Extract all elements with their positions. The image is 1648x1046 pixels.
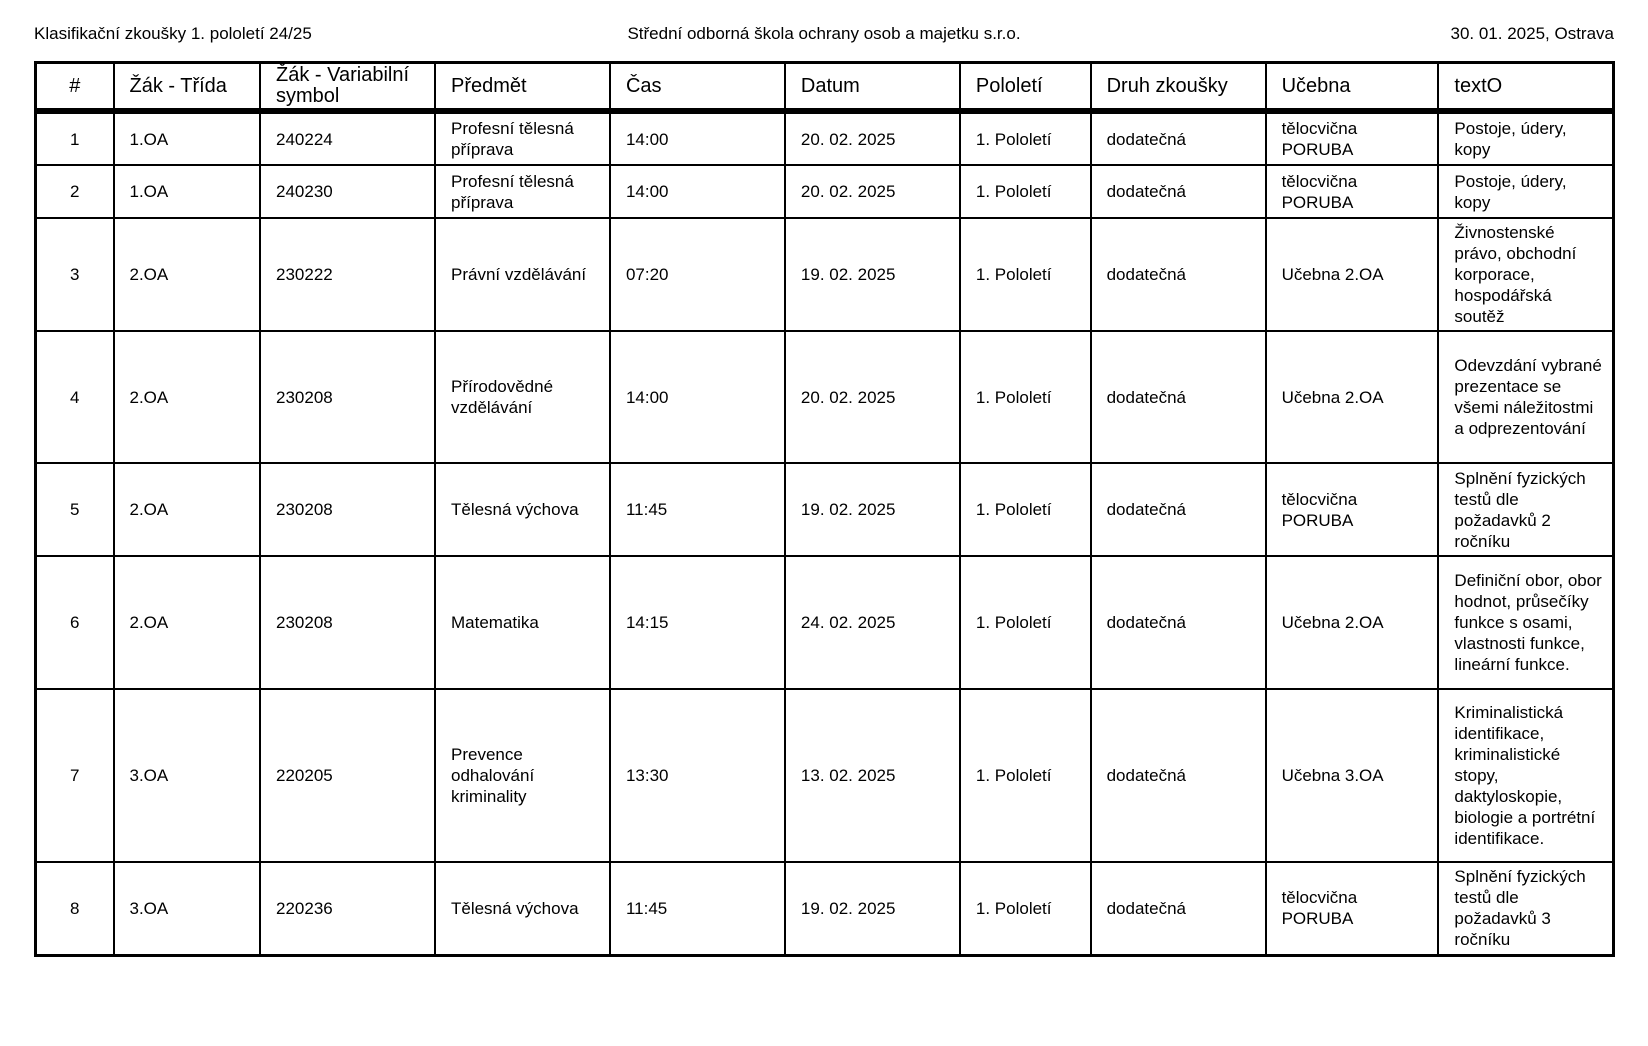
cell-subject: Přírodovědné vzdělávání: [435, 331, 610, 463]
cell-semester: 1. Pololetí: [960, 556, 1091, 689]
header-row: [36, 63, 1614, 112]
cell-exam-text: Splnění fyzických testů dle požadavků 3 ročníku: [1438, 862, 1613, 955]
cell-student-class: 1.OA: [114, 111, 261, 165]
cell-variable-symbol: 230222: [260, 218, 435, 331]
cell-classroom: Učebna 2.OA: [1266, 331, 1439, 463]
cell-row-number: 4: [36, 331, 114, 463]
cell-date: 20. 02. 2025: [785, 331, 960, 463]
cell-row-number: 1: [36, 111, 114, 165]
cell-exam-text: Kriminalistická identifikace, kriminalistické stopy, daktyloskopie, biologie a portrétní identifikace.: [1438, 689, 1613, 862]
cell-time: 14:00: [610, 165, 785, 218]
school-name: Střední odborná škola ochrany osob a majetku s.r.o.: [627, 24, 1021, 43]
exams-table: [34, 61, 1615, 957]
cell-classroom: tělocvična PORUBA: [1266, 862, 1439, 955]
report-title: Klasifikační zkoušky 1. pololetí 24/25: [34, 24, 312, 43]
report-date-place: 30. 01. 2025, Ostrava: [1450, 24, 1614, 43]
cell-date: 20. 02. 2025: [785, 111, 960, 165]
cell-classroom: tělocvična PORUBA: [1266, 463, 1439, 556]
cell-time: 14:00: [610, 331, 785, 463]
cell-time: 11:45: [610, 463, 785, 556]
column-header-date[interactable]: Datum: [785, 63, 960, 112]
cell-variable-symbol: 230208: [260, 331, 435, 463]
cell-time: 11:45: [610, 862, 785, 955]
table-row[interactable]: [36, 862, 1614, 955]
cell-exam-text: Postoje, údery, kopy: [1438, 165, 1613, 218]
cell-row-number: 3: [36, 218, 114, 331]
cell-date: 24. 02. 2025: [785, 556, 960, 689]
cell-exam-text: Splnění fyzických testů dle požadavků 2 ročníku: [1438, 463, 1613, 556]
cell-date: 19. 02. 2025: [785, 862, 960, 955]
cell-exam-text: Definiční obor, obor hodnot, průsečíky funkce s osami, vlastnosti funkce, lineární funkce.: [1438, 556, 1613, 689]
cell-semester: 1. Pololetí: [960, 463, 1091, 556]
cell-semester: 1. Pololetí: [960, 689, 1091, 862]
page-header: [34, 22, 1614, 46]
cell-variable-symbol: 220236: [260, 862, 435, 955]
cell-classroom: tělocvična PORUBA: [1266, 111, 1439, 165]
column-header-student-class[interactable]: Žák - Třída: [114, 63, 261, 112]
column-header-subject[interactable]: Předmět: [435, 63, 610, 112]
cell-student-class: 3.OA: [114, 862, 261, 955]
table-row[interactable]: [36, 463, 1614, 556]
cell-subject: Prevence odhalování kriminality: [435, 689, 610, 862]
cell-exam-type: dodatečná: [1091, 689, 1266, 862]
column-header-exam-type[interactable]: Druh zkoušky: [1091, 63, 1266, 112]
table-row[interactable]: [36, 689, 1614, 862]
cell-variable-symbol: 230208: [260, 463, 435, 556]
table-row[interactable]: [36, 556, 1614, 689]
cell-exam-text: Postoje, údery, kopy: [1438, 111, 1613, 165]
cell-subject: Tělesná výchova: [435, 463, 610, 556]
cell-student-class: 2.OA: [114, 331, 261, 463]
cell-row-number: 5: [36, 463, 114, 556]
cell-semester: 1. Pololetí: [960, 165, 1091, 218]
cell-subject: Právní vzdělávání: [435, 218, 610, 331]
cell-student-class: 2.OA: [114, 218, 261, 331]
cell-subject: Matematika: [435, 556, 610, 689]
cell-exam-type: dodatečná: [1091, 463, 1266, 556]
cell-student-class: 3.OA: [114, 689, 261, 862]
cell-exam-type: dodatečná: [1091, 165, 1266, 218]
cell-exam-text: Živnostenské právo, obchodní korporace, hospodářská soutěž: [1438, 218, 1613, 331]
cell-exam-text: Odevzdání vybrané prezentace se všemi náležitostmi a odprezentování: [1438, 331, 1613, 463]
cell-date: 19. 02. 2025: [785, 463, 960, 556]
column-header-time[interactable]: Čas: [610, 63, 785, 112]
column-header-number[interactable]: #: [36, 63, 114, 112]
cell-student-class: 1.OA: [114, 165, 261, 218]
column-header-semester[interactable]: Pololetí: [960, 63, 1091, 112]
cell-subject: Profesní tělesná příprava: [435, 165, 610, 218]
cell-variable-symbol: 240230: [260, 165, 435, 218]
table-row[interactable]: [36, 218, 1614, 331]
cell-row-number: 8: [36, 862, 114, 955]
table-row[interactable]: [36, 331, 1614, 463]
cell-variable-symbol: 240224: [260, 111, 435, 165]
cell-time: 07:20: [610, 218, 785, 331]
cell-student-class: 2.OA: [114, 463, 261, 556]
column-header-classroom[interactable]: Učebna: [1266, 63, 1439, 112]
cell-variable-symbol: 230208: [260, 556, 435, 689]
cell-semester: 1. Pololetí: [960, 862, 1091, 955]
cell-semester: 1. Pololetí: [960, 331, 1091, 463]
cell-semester: 1. Pololetí: [960, 218, 1091, 331]
cell-variable-symbol: 220205: [260, 689, 435, 862]
cell-classroom: tělocvična PORUBA: [1266, 165, 1439, 218]
column-header-text[interactable]: textO: [1438, 63, 1613, 112]
cell-row-number: 7: [36, 689, 114, 862]
cell-exam-type: dodatečná: [1091, 111, 1266, 165]
cell-row-number: 6: [36, 556, 114, 689]
column-header-variable-symbol[interactable]: Žák - Variabilní symbol: [260, 63, 435, 112]
cell-exam-type: dodatečná: [1091, 862, 1266, 955]
cell-time: 14:15: [610, 556, 785, 689]
cell-date: 20. 02. 2025: [785, 165, 960, 218]
cell-date: 13. 02. 2025: [785, 689, 960, 862]
cell-exam-type: dodatečná: [1091, 218, 1266, 331]
cell-semester: 1. Pololetí: [960, 111, 1091, 165]
cell-time: 14:00: [610, 111, 785, 165]
cell-subject: Profesní tělesná příprava: [435, 111, 610, 165]
cell-classroom: Učebna 2.OA: [1266, 218, 1439, 331]
cell-row-number: 2: [36, 165, 114, 218]
table-row[interactable]: [36, 111, 1614, 165]
cell-classroom: Učebna 3.OA: [1266, 689, 1439, 862]
cell-date: 19. 02. 2025: [785, 218, 960, 331]
table-row[interactable]: [36, 165, 1614, 218]
cell-student-class: 2.OA: [114, 556, 261, 689]
cell-exam-type: dodatečná: [1091, 331, 1266, 463]
cell-time: 13:30: [610, 689, 785, 862]
cell-classroom: Učebna 2.OA: [1266, 556, 1439, 689]
cell-subject: Tělesná výchova: [435, 862, 610, 955]
cell-exam-type: dodatečná: [1091, 556, 1266, 689]
